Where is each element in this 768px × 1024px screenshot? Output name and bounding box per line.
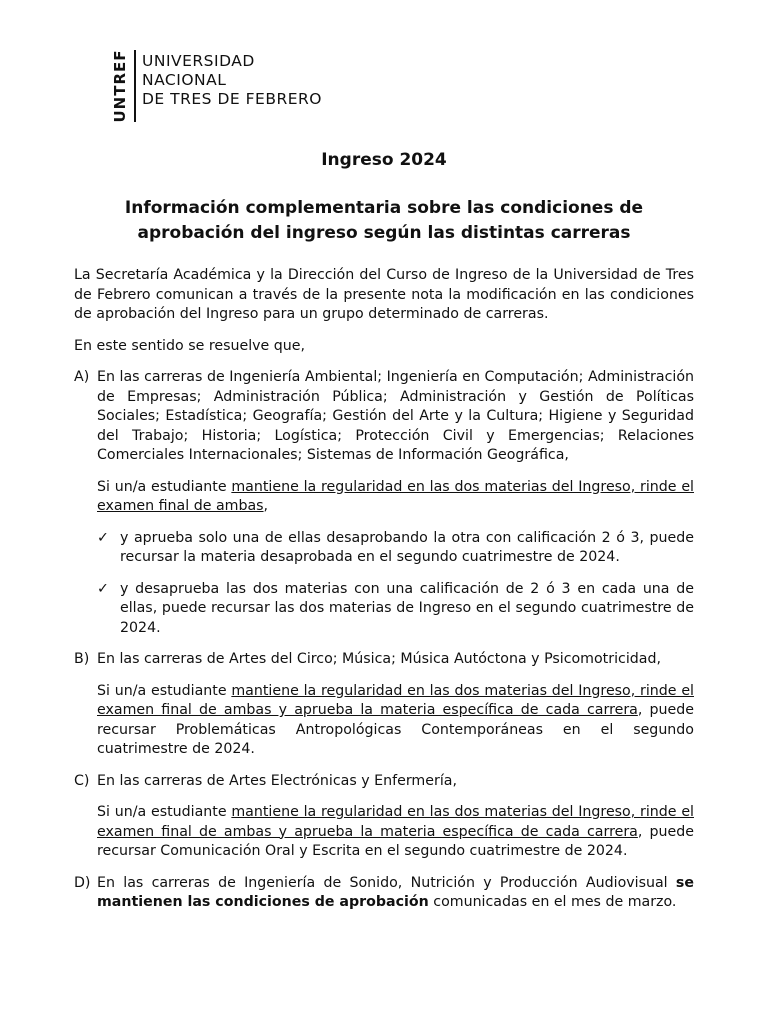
university-logo <box>110 50 322 122</box>
logo-line-2: NACIONAL <box>142 71 227 89</box>
logo-line-3: DE TRES DE FEBRERO <box>142 90 322 108</box>
section-a <box>74 368 694 466</box>
section-c <box>74 772 694 792</box>
section-c-condition: Si un/a estudiante mantiene la regularidad en las dos materias del Ingreso, rinde el examen final de ambas y aprueba la materia específica de cada carrera, puede recursar Comunicación Oral y Escrita en el segundo cuatrimestre de 2024. <box>97 804 694 859</box>
section-b-careers: En las carreras de Artes del Circo; Música; Música Autóctona y Psicomotricidad, <box>97 651 661 667</box>
section-c-letter: C) <box>74 772 90 789</box>
section-b-condition: Si un/a estudiante mantiene la regularidad en las dos materias del Ingreso, rinde el examen final de ambas y aprueba la materia específica de cada carrera, puede recursar Problemáticas Antropológicas Contemporáneas en el segundo cuatrimestre de 2024. <box>97 682 694 757</box>
bullet-2-text: y desaprueba las dos materias con una calificación de 2 ó 3 en cada una de ellas, puede recursar las dos materias de Ingreso en el segundo cuatrimestre de 2024. <box>120 580 694 636</box>
section-c-careers: En las carreras de Artes Electrónicas y Enfermería, <box>97 772 457 789</box>
checkmark-icon: ✓ <box>97 580 109 597</box>
section-a-bullet-1 <box>97 529 694 568</box>
checkmark-icon: ✓ <box>97 529 109 546</box>
logo-abbreviation: UNTREF <box>111 49 129 123</box>
document-title: Ingreso 2024 <box>321 150 447 170</box>
section-b-letter: B) <box>74 651 90 667</box>
section-d <box>74 874 694 913</box>
section-a-letter: A) <box>74 369 90 385</box>
section-b-condition-underlined: mantiene la regularidad en las dos materias del Ingreso, rinde el examen final de ambas y aprueba la materia específica de cada carrera <box>97 682 694 718</box>
resolution-paragraph: En este sentido se resuelve que, <box>74 337 306 354</box>
section-b <box>74 650 694 670</box>
bullet-1-text: y aprueba solo una de ellas desaprobando la otra con calificación 2 ó 3, puede recursar la materia desaprobada en el segundo cuatrimestre de 2024. <box>120 529 694 565</box>
section-a-bullet-2 <box>97 580 694 639</box>
document-body <box>74 266 694 913</box>
logo-divider <box>134 50 136 122</box>
section-a-condition-underlined: mantiene la regularidad en las dos materias del Ingreso, rinde el examen final de ambas <box>97 478 694 514</box>
logo-name <box>142 50 322 122</box>
intro-paragraph: La Secretaría Académica y la Dirección del Curso de Ingreso de la Universidad de Tres de Febrero comunican a través de la presente nota la modificación en las condiciones de aprobación del Ingreso para un grupo determinado de carreras. <box>74 267 694 322</box>
section-d-letter: D) <box>74 874 91 891</box>
section-a-careers: En las carreras de Ingeniería Ambiental; Ingeniería en Computación; Administración de Empresas; Administración Pública; Administración y Gestión de Políticas Sociales; Estadística; Geografía; Gestión del Arte y la Cultura; Higiene y Seguridad del Trabajo; Historia; Logística; Protección Civil y Emergencias; Relaciones Comerciales Internacionales; Sistemas de Información Geográfica, <box>97 369 694 463</box>
document-subtitle: Información complementaria sobre las condiciones de aprobación del ingreso según las distintas carreras <box>124 198 644 243</box>
section-a-condition: Si un/a estudiante mantiene la regularidad en las dos materias del Ingreso, rinde el examen final de ambas, <box>97 478 694 514</box>
logo-line-1: UNIVERSIDAD <box>142 52 255 70</box>
section-d-bold: se mantienen las condiciones de aprobación <box>97 874 694 910</box>
section-d-text: En las carreras de Ingeniería de Sonido, Nutrición y Producción Audiovisual se mantienen las condiciones de aprobación comunicadas en el mes de marzo. <box>97 874 694 910</box>
section-c-condition-underlined: mantiene la regularidad en las dos materias del Ingreso, rinde el examen final de ambas y aprueba la materia específica de cada carrera <box>97 804 694 840</box>
